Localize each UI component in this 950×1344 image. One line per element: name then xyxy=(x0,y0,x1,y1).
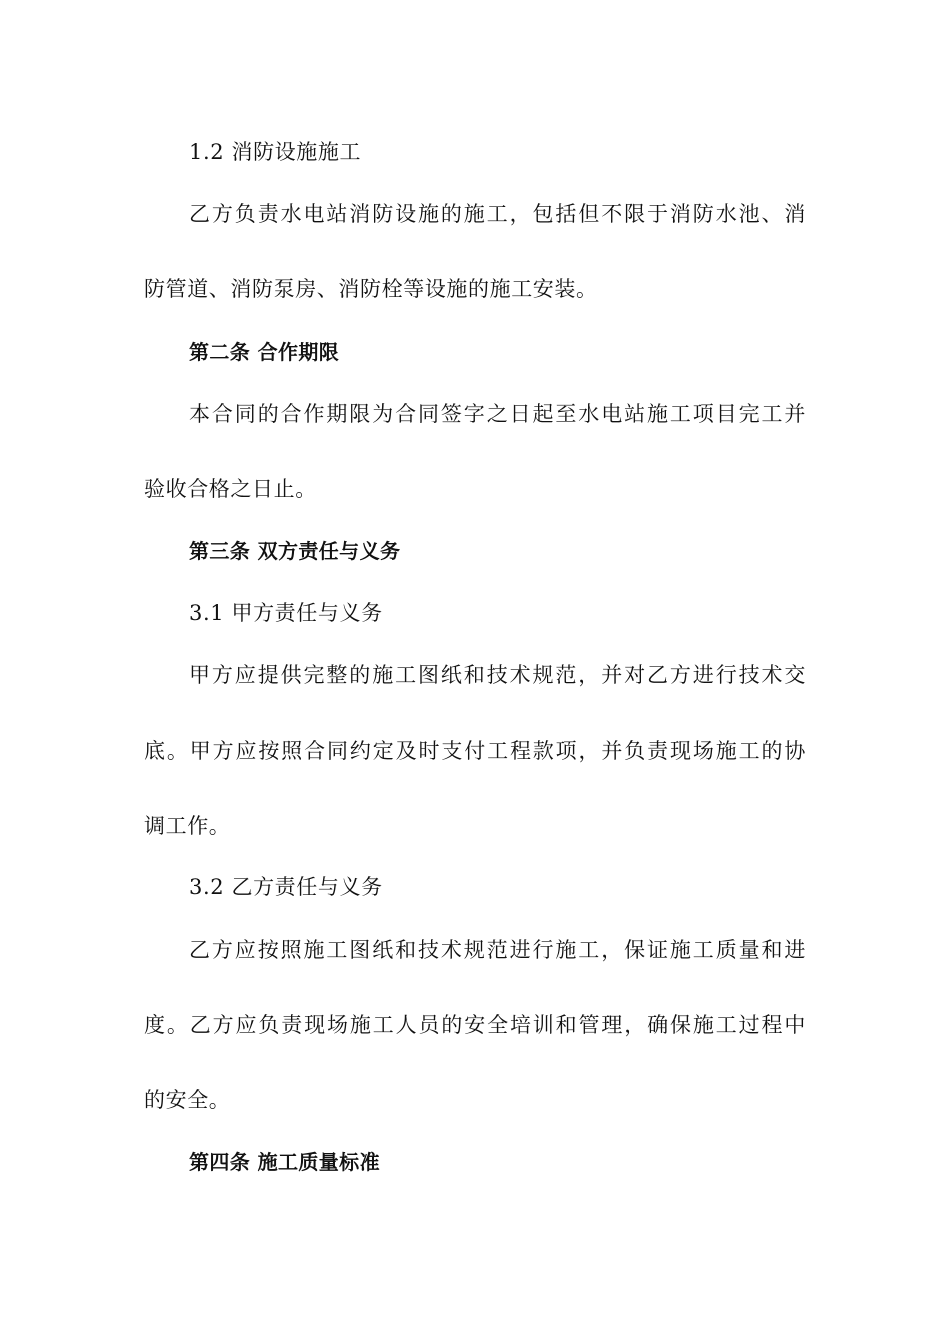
section-3-1-heading: 3.1 甲方责任与义务 xyxy=(189,601,383,625)
section-1-2-paragraph-line-2: 防管道、消防泵房、消防栓等设施的施工安装。 xyxy=(144,277,598,301)
section-3-2-paragraph-line-1: 乙方应按照施工图纸和技术规范进行施工，保证施工质量和进 xyxy=(189,938,806,962)
section-3-1-paragraph-line-3: 调工作。 xyxy=(144,814,231,838)
section-3-2-paragraph-line-2: 度。乙方应负责现场施工人员的安全培训和管理，确保施工过程中 xyxy=(144,1013,806,1037)
article-4-heading: 第四条 施工质量标准 xyxy=(189,1150,380,1174)
section-3-1-paragraph-line-1: 甲方应提供完整的施工图纸和技术规范，并对乙方进行技术交 xyxy=(189,663,806,687)
article-2-paragraph-line-2: 验收合格之日止。 xyxy=(144,477,317,501)
section-3-2-heading: 3.2 乙方责任与义务 xyxy=(189,875,383,899)
article-3-heading: 第三条 双方责任与义务 xyxy=(189,539,401,563)
section-1-2-paragraph-line-1: 乙方负责水电站消防设施的施工，包括但不限于消防水池、消 xyxy=(189,202,806,226)
section-3-1-paragraph-line-2: 底。甲方应按照合同约定及时支付工程款项，并负责现场施工的协 xyxy=(144,739,806,763)
section-1-2-heading: 1.2 消防设施施工 xyxy=(189,140,362,164)
article-2-heading: 第二条 合作期限 xyxy=(189,340,340,364)
section-3-2-paragraph-line-3: 的安全。 xyxy=(144,1088,231,1112)
article-2-paragraph-line-1: 本合同的合作期限为合同签字之日起至水电站施工项目完工并 xyxy=(189,402,806,426)
